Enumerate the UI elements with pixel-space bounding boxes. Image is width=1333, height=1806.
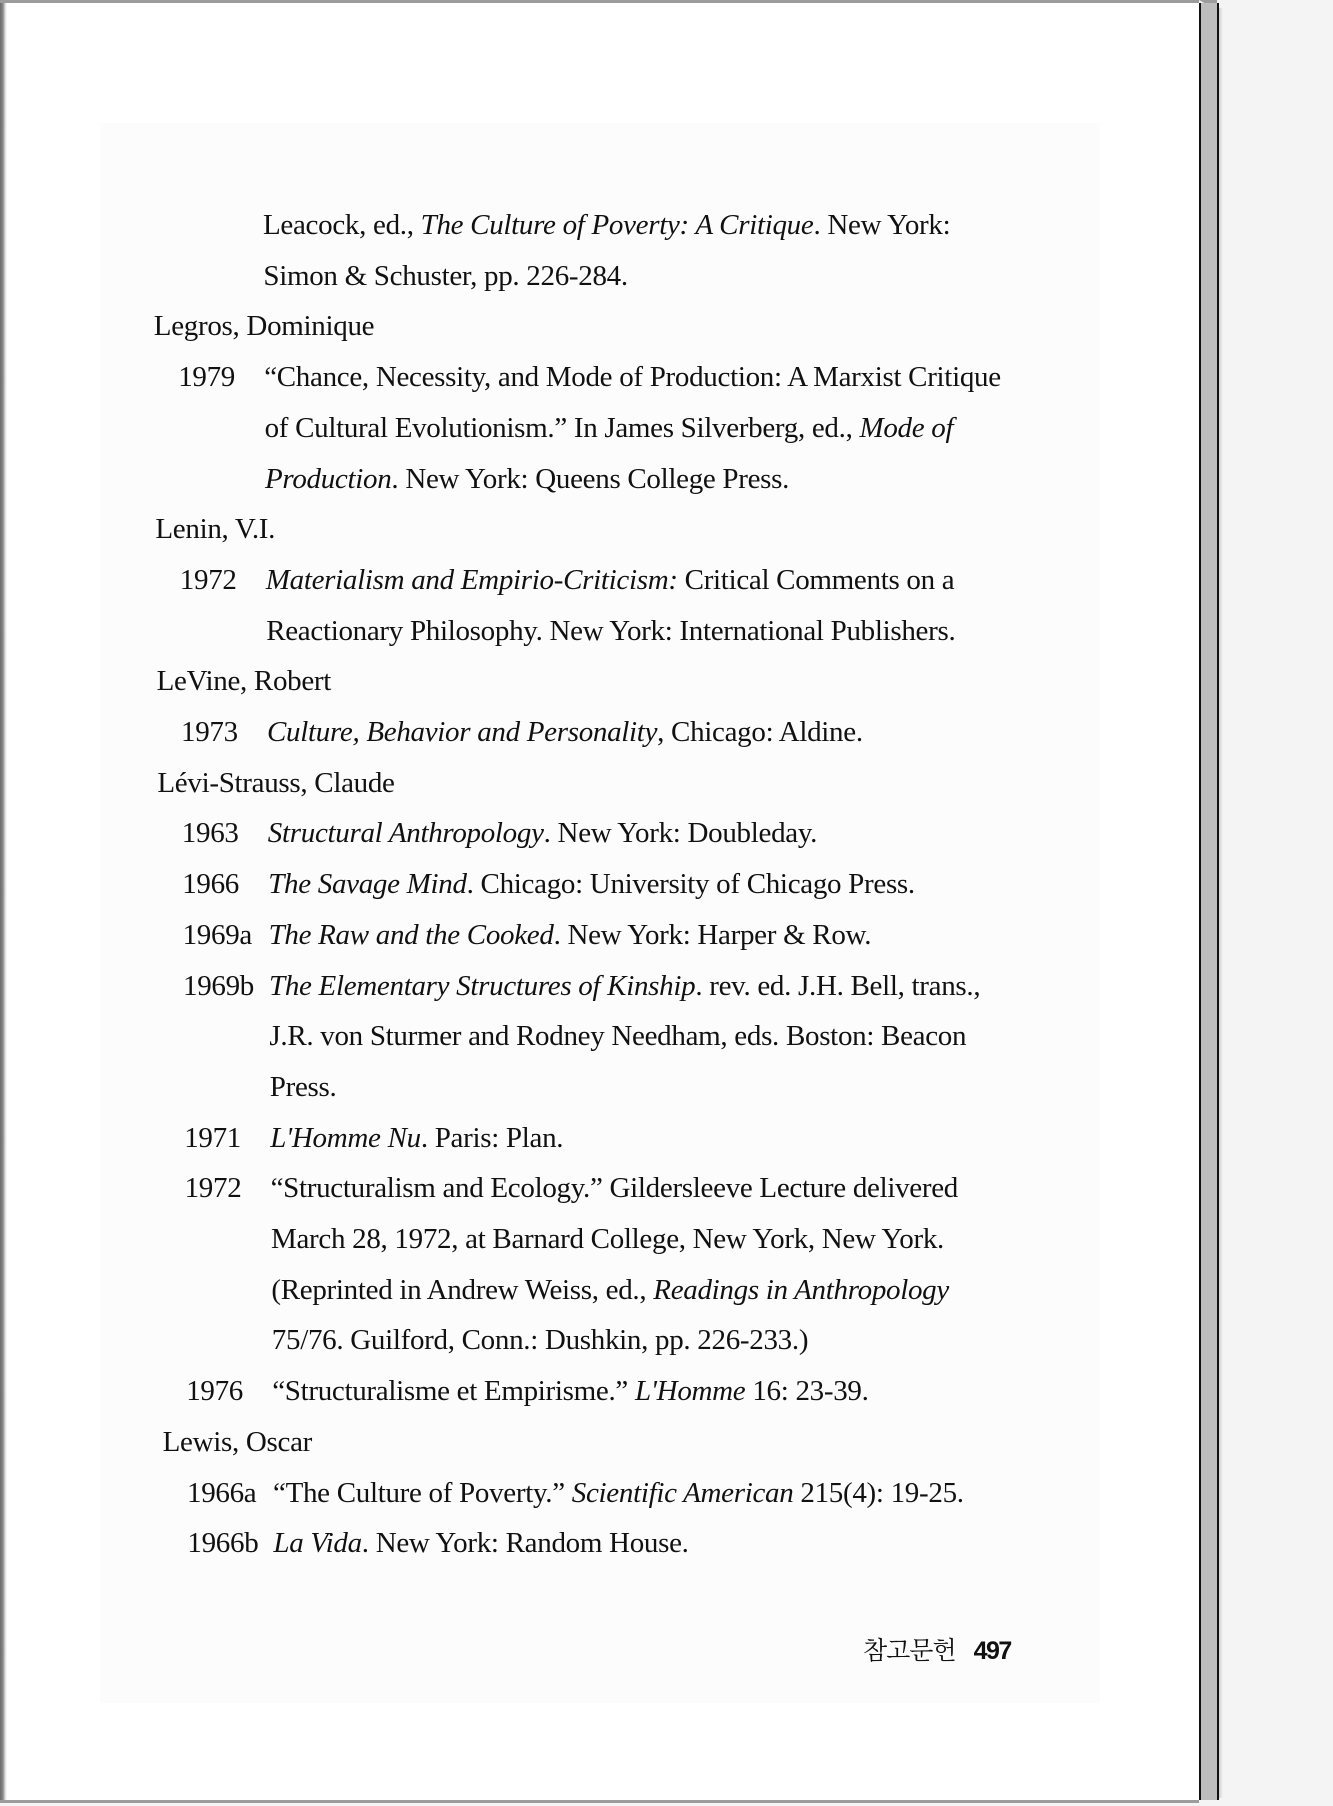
entry-year: 1976 — [186, 1375, 243, 1408]
italic-title-text: The Raw and the Cooked — [268, 918, 554, 951]
italic-title-text: The Savage Mind — [268, 868, 467, 901]
entry-continuation — [269, 1019, 966, 1053]
citation-text: “Structuralisme et Empirisme.” — [272, 1375, 635, 1408]
citation-text: 75/76. Guilford, Conn.: Dushkin, pp. 226-233.) — [271, 1324, 809, 1357]
citation-text: 215(4): 19-25. — [793, 1476, 964, 1509]
citation-text: of Cultural Evolutionism.” In James Silverberg, ed., — [264, 411, 860, 444]
bibliography-entry — [181, 816, 818, 850]
italic-title-text: Materialism and Empirio-Criticism: — [265, 563, 678, 596]
citation-text: . rev. ed. J.H. Bell, trans., — [695, 969, 981, 1002]
citation-text: . New York: — [813, 209, 951, 241]
entry-year: 1972 — [179, 563, 237, 596]
entry-year: 1966b — [187, 1527, 259, 1560]
bibliography-entry — [184, 1171, 958, 1205]
citation-text: Simon & Schuster, pp. 226-284. — [263, 259, 628, 292]
italic-title-text: The Culture of Poverty: A Critique — [420, 209, 814, 241]
bibliography-entry — [182, 918, 872, 952]
entry-continuation — [263, 208, 950, 242]
entry-continuation — [263, 259, 627, 293]
entry-year: 1966 — [182, 868, 239, 901]
italic-title-text: Mode of — [859, 411, 954, 444]
citation-text: “The Culture of Poverty.” — [273, 1476, 572, 1509]
bibliography-entry — [184, 1121, 564, 1155]
citation-text: , Chicago: Aldine. — [657, 716, 863, 748]
section-label: 참고문헌 — [863, 1636, 956, 1665]
entry-year: 1971 — [184, 1121, 241, 1154]
bibliography-entry — [186, 1374, 869, 1408]
italic-title-text: Production — [265, 462, 392, 495]
page-number: 497 — [973, 1637, 1011, 1665]
citation-text: Leacock, ed., — [263, 209, 421, 241]
bibliography-entry — [182, 867, 915, 901]
page-shadow — [1219, 8, 1223, 1798]
citation-text: Legros, Dominique — [153, 310, 375, 343]
citation-text: . New York: Queens College Press. — [391, 462, 790, 495]
entry-year: 1966a — [187, 1476, 257, 1509]
citation-text: “Structuralism and Ecology.” Gildersleeve Lecture delivered — [270, 1172, 958, 1205]
citation-text: . New York: Doubleday. — [543, 817, 818, 850]
citation-text: . Chicago: University of Chicago Press. — [466, 868, 915, 901]
page-footer — [863, 1631, 1011, 1667]
citation-text: . Paris: Plan. — [420, 1121, 564, 1154]
entry-year: 1972 — [184, 1172, 242, 1205]
citation-text: (Reprinted in Andrew Weiss, ed., — [271, 1273, 654, 1306]
italic-title-text: L'Homme — [634, 1375, 746, 1408]
citation-text: Critical Comments on a — [677, 563, 955, 596]
entry-continuation — [270, 1070, 337, 1104]
citation-text: Lévi-Strauss, Claude — [157, 766, 395, 799]
bibliography-entry — [187, 1526, 689, 1560]
entry-year: 1979 — [178, 361, 235, 394]
entry-year: 1973 — [181, 716, 238, 748]
bibliography-entry — [179, 563, 955, 597]
citation-text: Lewis, Oscar — [162, 1425, 312, 1458]
italic-title-text: Scientific American — [571, 1476, 794, 1509]
italic-title-text: Readings in Anthropology — [653, 1273, 949, 1306]
author-heading — [157, 664, 331, 698]
page-spine-edge — [1199, 3, 1219, 1800]
author-heading — [154, 309, 374, 343]
author-heading — [163, 1425, 312, 1459]
entry-year: 1963 — [181, 817, 239, 850]
citation-text: J.R. von Sturmer and Rodney Needham, eds. Boston: Beacon — [269, 1020, 967, 1053]
italic-title-text: The Elementary Structures of Kinship — [269, 969, 696, 1002]
bibliography-entry — [181, 715, 863, 749]
entry-year: 1969a — [182, 918, 252, 951]
bibliography-entry — [183, 969, 981, 1003]
citation-text: . New York: Harper & Row. — [553, 918, 872, 951]
entry-continuation — [272, 1323, 808, 1357]
bibliography-entry — [187, 1476, 964, 1510]
page-left-edge — [0, 3, 7, 1800]
citation-text: LeVine, Robert — [156, 665, 332, 698]
bibliography-entry — [178, 360, 1001, 394]
entry-continuation — [265, 411, 954, 445]
italic-title-text: Culture, Behavior and Personality — [267, 716, 658, 748]
entry-continuation — [271, 1222, 944, 1256]
entry-continuation — [266, 614, 955, 648]
entry-year: 1969b — [183, 969, 255, 1002]
citation-text: Lenin, V.I. — [155, 513, 276, 546]
citation-text: “Chance, Necessity, and Mode of Production: A Marxist Critique — [264, 361, 1001, 394]
italic-title-text: Structural Anthropology — [267, 817, 544, 850]
citation-text: 16: 23-39. — [745, 1375, 869, 1408]
citation-text: . New York: Random House. — [361, 1527, 689, 1560]
italic-title-text: L'Homme Nu — [270, 1121, 421, 1154]
entry-continuation — [265, 462, 789, 496]
citation-text: Reactionary Philosophy. New York: International Publishers. — [266, 614, 956, 647]
citation-text: Press. — [269, 1070, 337, 1103]
citation-text: March 28, 1972, at Barnard College, New York, New York. — [271, 1223, 944, 1255]
author-heading — [157, 766, 394, 800]
italic-title-text: La Vida — [273, 1527, 362, 1560]
entry-continuation — [271, 1273, 949, 1307]
author-heading — [155, 512, 275, 546]
